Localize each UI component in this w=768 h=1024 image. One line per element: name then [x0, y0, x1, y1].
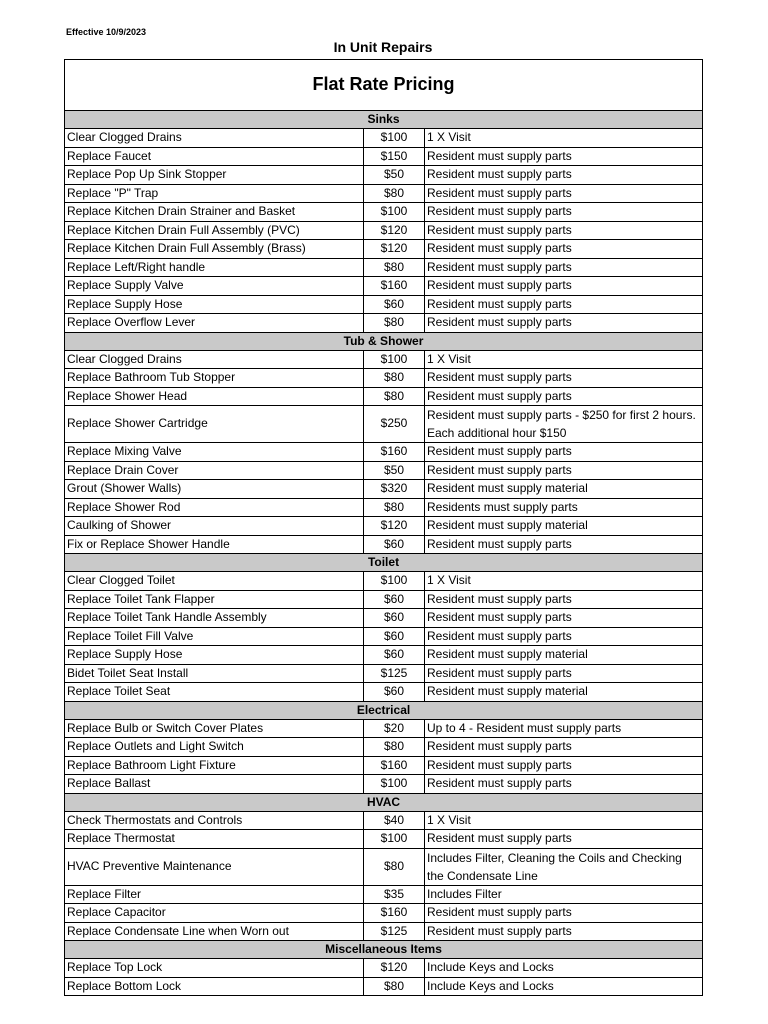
table-row [65, 350, 703, 369]
service-note: Resident must supply parts [425, 258, 703, 277]
service-note: Resident must supply parts [425, 535, 703, 554]
service-note: Resident must supply parts [425, 184, 703, 203]
service-name: Check Thermostats and Controls [65, 811, 364, 830]
section-title: HVAC [65, 793, 703, 811]
service-name: Bidet Toilet Seat Install [65, 664, 364, 683]
service-price: $120 [364, 959, 425, 978]
service-name: Replace Filter [65, 885, 364, 904]
service-note: 1 X Visit [425, 350, 703, 369]
table-row [65, 314, 703, 333]
table-row [65, 830, 703, 849]
service-note: Resident must supply parts [425, 461, 703, 480]
table-row [65, 756, 703, 775]
table-row [65, 590, 703, 609]
service-price: $60 [364, 590, 425, 609]
service-price: $80 [364, 369, 425, 388]
service-note: Resident must supply parts [425, 627, 703, 646]
table-row [65, 609, 703, 628]
section-header [65, 111, 703, 129]
table-row [65, 738, 703, 757]
service-note: Resident must supply material [425, 480, 703, 499]
service-price: $100 [364, 129, 425, 148]
table-row [65, 203, 703, 222]
service-name: Replace Left/Right handle [65, 258, 364, 277]
service-price: $80 [364, 258, 425, 277]
service-name: Fix or Replace Shower Handle [65, 535, 364, 554]
table-row [65, 959, 703, 978]
service-note: Up to 4 - Resident must supply parts [425, 719, 703, 738]
service-name: Replace Bathroom Light Fixture [65, 756, 364, 775]
table-row [65, 240, 703, 259]
service-price: $100 [364, 203, 425, 222]
service-name: Replace Bottom Lock [65, 977, 364, 996]
service-note: Resident must supply parts [425, 314, 703, 333]
service-note: Resident must supply parts [425, 443, 703, 462]
service-note: Resident must supply parts [425, 830, 703, 849]
service-price: $80 [364, 314, 425, 333]
service-price: $120 [364, 517, 425, 536]
service-name: Replace "P" Trap [65, 184, 364, 203]
service-price: $120 [364, 221, 425, 240]
service-name: Replace Outlets and Light Switch [65, 738, 364, 757]
table-row [65, 147, 703, 166]
service-price: $125 [364, 664, 425, 683]
service-price: $60 [364, 295, 425, 314]
service-name: Replace Ballast [65, 775, 364, 794]
section-header [65, 793, 703, 811]
table-row [65, 406, 703, 443]
section-title: Toilet [65, 554, 703, 572]
service-name: Replace Bulb or Switch Cover Plates [65, 719, 364, 738]
service-note: Include Keys and Locks [425, 959, 703, 978]
service-note: Resident must supply parts [425, 166, 703, 185]
service-price: $150 [364, 147, 425, 166]
service-note: Resident must supply parts [425, 590, 703, 609]
service-note: Residents must supply parts [425, 498, 703, 517]
service-name: Replace Capacitor [65, 904, 364, 923]
service-price: $60 [364, 683, 425, 702]
service-price: $160 [364, 756, 425, 775]
table-row [65, 775, 703, 794]
table-row [65, 166, 703, 185]
service-price: $35 [364, 885, 425, 904]
service-name: Replace Top Lock [65, 959, 364, 978]
service-name: Replace Supply Hose [65, 646, 364, 665]
service-note: 1 X Visit [425, 129, 703, 148]
service-name: Replace Shower Cartridge [65, 406, 364, 443]
table-row [65, 922, 703, 941]
service-name: Replace Supply Hose [65, 295, 364, 314]
service-note: Include Keys and Locks [425, 977, 703, 996]
table-row [65, 977, 703, 996]
section-header [65, 332, 703, 350]
table-row [65, 443, 703, 462]
service-name: Replace Kitchen Drain Full Assembly (Brass) [65, 240, 364, 259]
service-note: Resident must supply parts [425, 221, 703, 240]
service-note: Includes Filter, Cleaning the Coils and Checking the Condensate Line [425, 848, 703, 885]
service-note: Resident must supply parts [425, 203, 703, 222]
service-price: $160 [364, 904, 425, 923]
table-row [65, 387, 703, 406]
service-price: $160 [364, 277, 425, 296]
service-name: Replace Supply Valve [65, 277, 364, 296]
service-price: $100 [364, 572, 425, 591]
service-name: Clear Clogged Drains [65, 129, 364, 148]
service-price: $100 [364, 775, 425, 794]
service-price: $100 [364, 350, 425, 369]
service-name: Replace Kitchen Drain Strainer and Basket [65, 203, 364, 222]
service-note: 1 X Visit [425, 572, 703, 591]
service-name: Replace Toilet Tank Handle Assembly [65, 609, 364, 628]
table-row [65, 627, 703, 646]
table-row [65, 517, 703, 536]
pricing-table [64, 59, 703, 996]
service-name: Replace Condensate Line when Worn out [65, 922, 364, 941]
service-note: 1 X Visit [425, 811, 703, 830]
service-note: Resident must supply material [425, 683, 703, 702]
service-note: Resident must supply parts [425, 922, 703, 941]
service-price: $80 [364, 848, 425, 885]
table-row [65, 480, 703, 499]
service-price: $250 [364, 406, 425, 443]
service-note: Resident must supply parts [425, 738, 703, 757]
service-name: Grout (Shower Walls) [65, 480, 364, 499]
service-name: Replace Faucet [65, 147, 364, 166]
service-name: Replace Bathroom Tub Stopper [65, 369, 364, 388]
service-note: Includes Filter [425, 885, 703, 904]
table-row [65, 904, 703, 923]
section-title: Electrical [65, 701, 703, 719]
table-title-row [65, 60, 703, 111]
service-note: Resident must supply parts [425, 904, 703, 923]
table-row [65, 535, 703, 554]
service-name: HVAC Preventive Maintenance [65, 848, 364, 885]
service-note: Resident must supply parts [425, 295, 703, 314]
table-row [65, 277, 703, 296]
table-row [65, 646, 703, 665]
service-price: $80 [364, 977, 425, 996]
service-price: $40 [364, 811, 425, 830]
table-row [65, 461, 703, 480]
service-price: $80 [364, 738, 425, 757]
section-header [65, 554, 703, 572]
section-title: Miscellaneous Items [65, 941, 703, 959]
service-price: $80 [364, 184, 425, 203]
service-price: $80 [364, 387, 425, 406]
table-row [65, 664, 703, 683]
table-row [65, 221, 703, 240]
service-name: Clear Clogged Drains [65, 350, 364, 369]
service-name: Caulking of Shower [65, 517, 364, 536]
service-note: Resident must supply parts [425, 369, 703, 388]
service-note: Resident must supply parts [425, 609, 703, 628]
service-name: Replace Pop Up Sink Stopper [65, 166, 364, 185]
service-note: Resident must supply parts [425, 775, 703, 794]
service-price: $100 [364, 830, 425, 849]
service-price: $160 [364, 443, 425, 462]
service-price: $320 [364, 480, 425, 499]
section-title: Tub & Shower [65, 332, 703, 350]
service-name: Replace Shower Head [65, 387, 364, 406]
section-header [65, 941, 703, 959]
service-name: Replace Drain Cover [65, 461, 364, 480]
service-name: Replace Shower Rod [65, 498, 364, 517]
service-note: Resident must supply parts - $250 for first 2 hours. Each additional hour $150 [425, 406, 703, 443]
section-header [65, 701, 703, 719]
table-row [65, 129, 703, 148]
table-row [65, 369, 703, 388]
table-row [65, 184, 703, 203]
table-row [65, 258, 703, 277]
service-price: $60 [364, 609, 425, 628]
service-price: $20 [364, 719, 425, 738]
service-note: Resident must supply material [425, 517, 703, 536]
service-price: $50 [364, 166, 425, 185]
table-row [65, 295, 703, 314]
service-name: Replace Kitchen Drain Full Assembly (PVC) [65, 221, 364, 240]
table-row [65, 572, 703, 591]
effective-date: Effective 10/9/2023 [66, 27, 147, 37]
service-note: Resident must supply parts [425, 387, 703, 406]
document-title: In Unit Repairs [333, 39, 433, 55]
section-title: Sinks [65, 111, 703, 129]
table-row [65, 498, 703, 517]
service-name: Replace Toilet Fill Valve [65, 627, 364, 646]
service-note: Resident must supply parts [425, 664, 703, 683]
service-note: Resident must supply parts [425, 756, 703, 775]
service-price: $60 [364, 646, 425, 665]
service-note: Resident must supply parts [425, 240, 703, 259]
service-price: $125 [364, 922, 425, 941]
service-price: $120 [364, 240, 425, 259]
service-price: $80 [364, 498, 425, 517]
table-row [65, 848, 703, 885]
table-row [65, 683, 703, 702]
table-title: Flat Rate Pricing [65, 60, 703, 111]
table-row [65, 719, 703, 738]
service-name: Replace Toilet Tank Flapper [65, 590, 364, 609]
service-name: Clear Clogged Toilet [65, 572, 364, 591]
service-price: $60 [364, 627, 425, 646]
table-row [65, 885, 703, 904]
table-row [65, 811, 703, 830]
service-note: Resident must supply material [425, 646, 703, 665]
service-name: Replace Thermostat [65, 830, 364, 849]
service-price: $50 [364, 461, 425, 480]
service-price: $60 [364, 535, 425, 554]
service-name: Replace Overflow Lever [65, 314, 364, 333]
service-note: Resident must supply parts [425, 147, 703, 166]
service-name: Replace Toilet Seat [65, 683, 364, 702]
service-name: Replace Mixing Valve [65, 443, 364, 462]
service-note: Resident must supply parts [425, 277, 703, 296]
